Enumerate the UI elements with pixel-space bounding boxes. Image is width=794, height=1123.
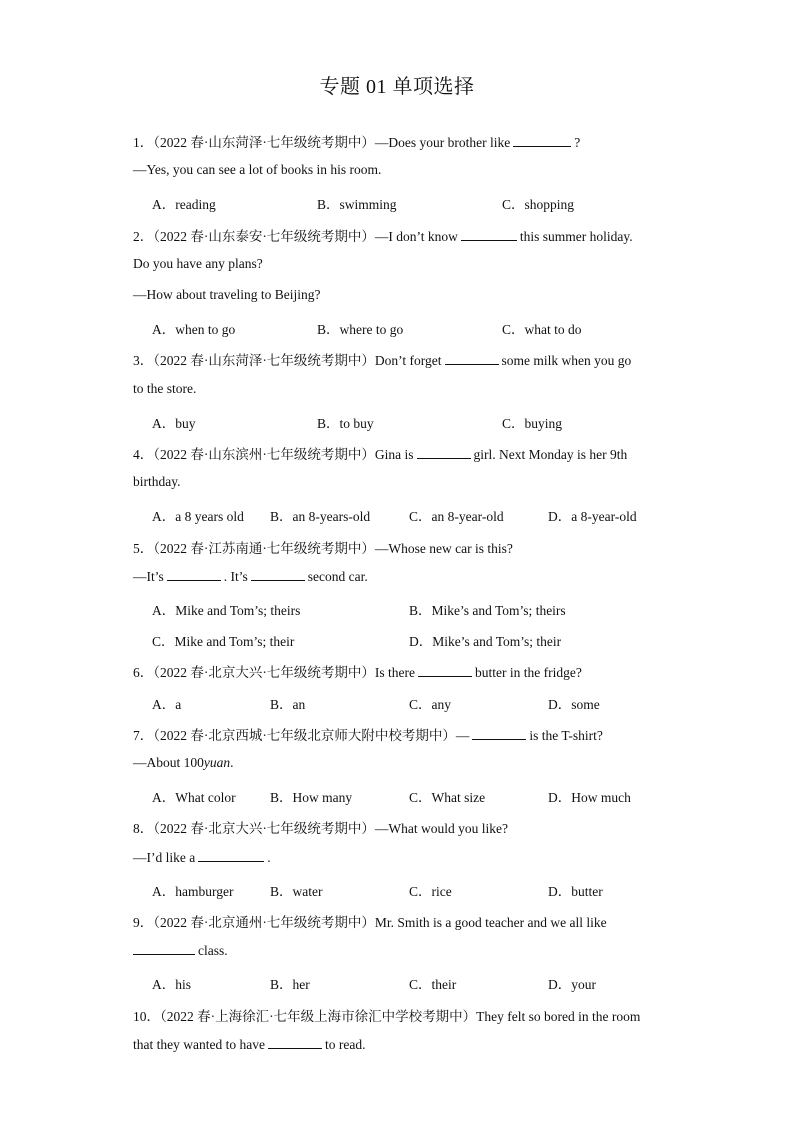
question-number: 5． [133, 541, 154, 556]
question-4-line2: birthday. [133, 474, 181, 489]
answer-blank[interactable] [418, 664, 472, 677]
question-source: （2022 春·山东泰安·七年级统考期中） [153, 229, 375, 244]
stem-text: . [267, 850, 271, 865]
question-source: （2022 春·山东菏泽·七年级统考期中） [153, 353, 375, 368]
q6-option-c[interactable]: C．any [409, 697, 451, 712]
question-number: 6． [133, 665, 154, 680]
q1-option-a[interactable]: A．reading [152, 197, 216, 212]
question-2-stem [133, 225, 633, 245]
q2-option-b[interactable]: B．where to go [317, 322, 404, 337]
answer-blank[interactable] [268, 1036, 322, 1049]
answer-blank[interactable] [445, 352, 499, 365]
question-number: 2． [133, 229, 154, 244]
question-number: 1． [133, 135, 154, 150]
question-number: 3． [133, 353, 154, 368]
stem-text: second car. [307, 569, 368, 584]
q6-option-b[interactable]: B．an [270, 697, 306, 712]
question-5-line2 [133, 568, 368, 585]
question-source: （2022 春·上海徐汇·七年级上海市徐汇中学校考期中） [160, 1009, 477, 1024]
stem-text: —I don’t know [374, 229, 458, 244]
answer-blank[interactable] [513, 134, 571, 147]
question-10-line2 [133, 1036, 365, 1053]
stem-text: . [230, 755, 234, 770]
answer-blank[interactable] [472, 727, 526, 740]
question-source: （2022 春·北京大兴·七年级统考期中） [153, 665, 375, 680]
q7-option-d[interactable]: D．How much [548, 790, 631, 805]
stem-text: Don’t forget [374, 353, 442, 368]
q3-option-a[interactable]: A．buy [152, 416, 196, 431]
question-source: （2022 春·北京大兴·七年级统考期中） [153, 821, 375, 836]
stem-text: — [455, 728, 470, 743]
q8-option-d[interactable]: D．butter [548, 884, 603, 899]
question-5-stem [133, 537, 513, 557]
question-source: （2022 春·北京西城·七年级北京师大附中校考期中） [153, 728, 456, 743]
question-3-stem [133, 349, 631, 369]
q5-option-c[interactable]: C．Mike and Tom’s; their [152, 634, 295, 649]
answer-blank[interactable] [133, 942, 195, 955]
q8-option-a[interactable]: A．hamburger [152, 884, 234, 899]
question-8-line2 [133, 849, 271, 866]
stem-text: —I’d like a [133, 850, 196, 865]
q6-option-a[interactable]: A．a [152, 697, 182, 712]
q2-option-c[interactable]: C．what to do [502, 322, 582, 337]
page-title: 专题 01 单项选择 [319, 76, 475, 98]
answer-blank[interactable] [461, 228, 517, 241]
q5-option-b[interactable]: B．Mike’s and Tom’s; theirs [409, 603, 566, 618]
q9-option-b[interactable]: B．her [270, 977, 310, 992]
q8-option-c[interactable]: C．rice [409, 884, 452, 899]
q2-option-a[interactable]: A．when to go [152, 322, 236, 337]
question-source: （2022 春·江苏南通·七年级统考期中） [153, 541, 375, 556]
q9-option-a[interactable]: A．his [152, 977, 192, 992]
q3-option-b[interactable]: B．to buy [317, 416, 374, 431]
q7-option-a[interactable]: A．What color [152, 790, 236, 805]
stem-text: class. [198, 943, 228, 958]
q5-option-d[interactable]: D．Mike’s and Tom’s; their [409, 634, 562, 649]
answer-blank[interactable] [417, 446, 471, 459]
question-10-stem [133, 1005, 640, 1025]
q3-option-c[interactable]: C．buying [502, 416, 563, 431]
stem-text: —Does your brother like [374, 135, 511, 150]
stem-text: is the T-shirt? [529, 728, 603, 743]
stem-text: —It’s [133, 569, 164, 584]
stem-text: —Whose new car is this? [374, 541, 513, 556]
q4-option-b[interactable]: B．an 8-years-old [270, 509, 371, 524]
question-1-line2: —Yes, you can see a lot of books in his room. [133, 162, 382, 177]
question-2-line2: Do you have any plans? [133, 256, 263, 271]
q7-option-b[interactable]: B．How many [270, 790, 353, 805]
q5-option-a[interactable]: A．Mike and Tom’s; theirs [152, 603, 301, 618]
q8-option-b[interactable]: B．water [270, 884, 323, 899]
question-number: 8． [133, 821, 154, 836]
q7-option-c[interactable]: C．What size [409, 790, 486, 805]
question-1-stem [133, 131, 580, 151]
stem-text: They felt so bored in the room [476, 1009, 641, 1024]
q4-option-a[interactable]: A．a 8 years old [152, 509, 244, 524]
stem-text: —About 100 [133, 755, 204, 770]
question-7-line2 [133, 755, 234, 771]
q4-option-d[interactable]: D．a 8-year-old [548, 509, 637, 524]
stem-text: girl. Next Monday is her 9th [473, 447, 628, 462]
question-7-stem [133, 724, 603, 744]
stem-text: to read. [324, 1037, 366, 1052]
question-2-line3: —How about traveling to Beijing? [133, 287, 321, 302]
question-source: （2022 春·山东滨州·七年级统考期中） [153, 447, 375, 462]
answer-blank[interactable] [167, 568, 221, 581]
stem-text: this summer holiday. [519, 229, 633, 244]
q1-option-b[interactable]: B．swimming [317, 197, 397, 212]
question-number: 10． [133, 1009, 160, 1024]
stem-text: butter in the fridge? [474, 665, 582, 680]
stem-text: ? [574, 135, 581, 150]
answer-blank[interactable] [251, 568, 305, 581]
question-9-stem [133, 911, 607, 931]
stem-text: Is there [374, 665, 415, 680]
stem-text: some milk when you go [501, 353, 632, 368]
q9-option-c[interactable]: C．their [409, 977, 457, 992]
q4-option-c[interactable]: C．an 8-year-old [409, 509, 504, 524]
question-4-stem [133, 443, 627, 463]
question-3-line2: to the store. [133, 381, 197, 396]
stem-text: Mr. Smith is a good teacher and we all like [374, 915, 607, 930]
question-number: 9． [133, 915, 154, 930]
question-6-stem [133, 661, 582, 681]
question-source: （2022 春·山东菏泽·七年级统考期中） [153, 135, 375, 150]
q9-option-d[interactable]: D．your [548, 977, 596, 992]
question-8-stem [133, 817, 508, 837]
question-number: 7． [133, 728, 154, 743]
q1-option-c[interactable]: C．shopping [502, 197, 575, 212]
stem-text: —What would you like? [374, 821, 508, 836]
q6-option-d[interactable]: D．some [548, 697, 600, 712]
answer-blank[interactable] [198, 849, 264, 862]
question-9-line2 [133, 942, 228, 959]
stem-text: Gina is [374, 447, 414, 462]
stem-text: that they wanted to have [133, 1037, 265, 1052]
question-source: （2022 春·北京通州·七年级统考期中） [153, 915, 375, 930]
stem-text: . It’s [223, 569, 248, 584]
stem-italic: yuan [203, 755, 231, 770]
question-number: 4． [133, 447, 154, 462]
